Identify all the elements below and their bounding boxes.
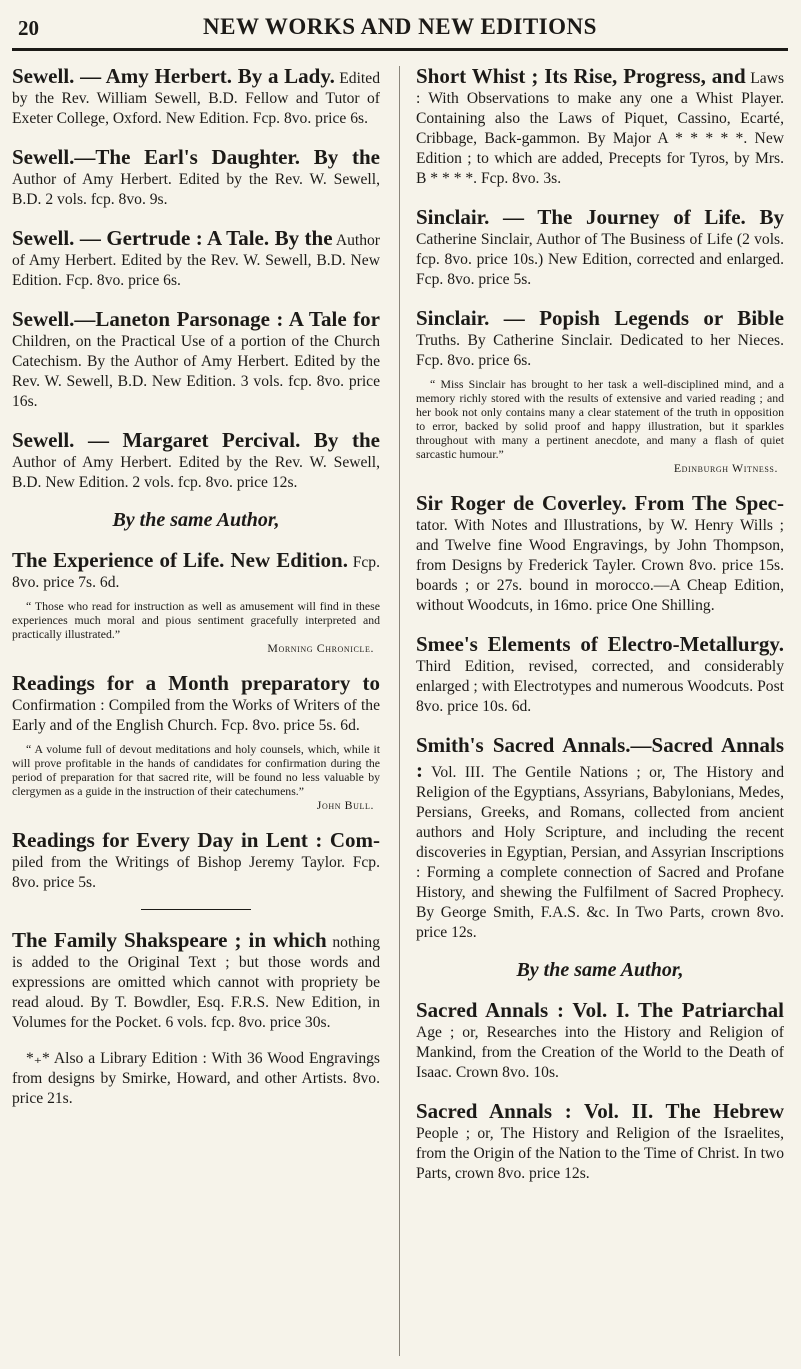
- book-entry: [416, 998, 784, 1083]
- quote-source: John Bull.: [316, 798, 374, 812]
- entry-heading: Sacred Annals : Vol. II. The Hebrew: [416, 1099, 784, 1123]
- page-header: [12, 12, 788, 52]
- entry-body: Age ; or, Researches into the History and Religion of Mankind, from the Creation of the World to the Death of Isaac. Crown 8vo. 10s.: [416, 1024, 784, 1081]
- entry-body: Edited by the Rev. William Sewell, B.D. Fellow and Tutor of Exeter College, Oxford. New Edition. Fcp. 8vo. price 6s.: [12, 70, 380, 127]
- book-entry: [12, 671, 380, 812]
- book-entry: [12, 145, 380, 210]
- entry-body: Author of Amy Herbert. Edited by the Rev. W. Sewell, B.D. New Edition. 2 vols. fcp. 8vo. price 12s.: [12, 454, 380, 491]
- left-column: [12, 64, 380, 1125]
- book-entry: [416, 491, 784, 616]
- review-quote: [12, 599, 380, 655]
- book-entry: [12, 226, 380, 291]
- entry-body: Author of Amy Herbert. Edited by the Rev. W. Sewell, B.D. New Edition. Fcp. 8vo. price 6s.: [12, 232, 380, 289]
- header-rule: [12, 48, 788, 51]
- entry-body: Confirmation : Compiled from the Works of Writers of the Early and of the English Church. Fcp. 8vo. price 5s. 6d.: [12, 697, 380, 734]
- quote-source: Edinburgh Witness.: [673, 461, 778, 475]
- entry-heading: Sir Roger de Coverley. From The Spec-: [416, 491, 784, 515]
- book-entry: [416, 1099, 784, 1184]
- entry-body: nothing is added to the Original Text ; but those words and expressions are omitted which cannot with propriety be read aloud. By T. Bowdler, Esq. F.R.S. New Edition, in Volumes for the Pocket. 6 vols. fcp. 8vo. price 30s.: [12, 934, 380, 1031]
- entry-body: *₊* Also a Library Edition : With 36 Wood Engravings from designs by Smirke, Howard, and other Artists. 8vo. price 21s.: [12, 1050, 380, 1107]
- entry-heading: Readings for a Month preparatory to: [12, 671, 380, 695]
- running-title: NEW WORKS AND NEW EDITIONS: [203, 14, 597, 39]
- review-quote: [416, 377, 784, 475]
- entry-heading: Sinclair. — The Journey of Life. By: [416, 205, 784, 229]
- book-entry: [12, 64, 380, 129]
- entry-body: piled from the Writings of Bishop Jeremy Taylor. Fcp. 8vo. price 5s.: [12, 854, 380, 891]
- book-entry: [12, 307, 380, 412]
- book-entry: [416, 306, 784, 475]
- column-divider: [399, 66, 400, 1356]
- section-separator: [141, 909, 251, 910]
- right-column: [416, 64, 784, 1200]
- book-entry: [12, 428, 380, 493]
- entry-heading: Sinclair. — Popish Legends or Bible: [416, 306, 784, 330]
- book-entry: [416, 64, 784, 189]
- same-author-subheading: By the same Author,: [112, 509, 280, 531]
- entry-heading: Short Whist ; Its Rise, Progress, and: [416, 64, 746, 88]
- entry-body: tator. With Notes and Illustrations, by W. Henry Wills ; and Twelve fine Wood Engravings, by John Thompson, from Designs by Frederick Tayler. Crown 8vo. price 15s. boards ; or 27s. bound in morocco.—A Cheap Edition, without Woodcuts, in 16mo. price One Shilling.: [416, 517, 784, 614]
- entry-heading: Sewell. — Gertrude : A Tale. By the: [12, 226, 333, 250]
- entry-heading: Sewell. — Amy Herbert. By a Lady.: [12, 64, 335, 88]
- page-number: 20: [18, 16, 39, 40]
- book-entry: [12, 828, 380, 893]
- book-entry: [416, 205, 784, 290]
- entry-heading: The Experience of Life. New Edition.: [12, 548, 348, 572]
- quote-text: “ Those who read for instruction as well as amusement will find in these experiences much moral and pious sentiment gracefully interpreted and practically illustrated.”: [12, 599, 380, 641]
- book-entry: [12, 1049, 380, 1109]
- entry-heading: Sewell. — Margaret Percival. By the: [12, 428, 380, 452]
- quote-text: “ A volume full of devout meditations and holy counsels, which, while it will prove profitable in the hands of candidates for confirmation during the period of preparation for that sacred rite, will be found no less valuable by clergymen as a guide in the instruction of their catechumens.”: [12, 742, 380, 798]
- entry-heading: Sewell.—Laneton Parsonage : A Tale for: [12, 307, 380, 331]
- book-entry: [12, 928, 380, 1033]
- entry-heading: Smith's Sacred Annals.—Sacred Annals :: [416, 733, 784, 782]
- entry-body: Laws : With Observations to make any one a Whist Player. Containing also the Laws of Piquet, Cassino, Ecarté, Cribbage, Back-gammon. By Major A * * * * *. New Edition ; to which are added, Precepts for Tyros, by Mrs. B * * * *. Fcp. 8vo. 3s.: [416, 70, 785, 187]
- entry-body: Third Edition, revised, corrected, and considerably enlarged ; with Electrotypes and numerous Woodcuts. Post 8vo. price 10s. 6d.: [416, 658, 784, 715]
- entry-body: Catherine Sinclair, Author of The Business of Life (2 vols. fcp. 8vo. price 10s.) New Edition, corrected and enlarged. Fcp. 8vo. price 5s.: [416, 231, 784, 288]
- review-quote: [12, 742, 380, 812]
- entry-heading: The Family Shakspeare ; in which: [12, 928, 327, 952]
- book-entry: [416, 733, 784, 943]
- entry-body: Author of Amy Herbert. Edited by the Rev. W. Sewell, B.D. 2 vols. fcp. 8vo. 9s.: [12, 171, 380, 208]
- entry-body: People ; or, The History and Religion of the Israelites, from the Origin of the Nation to the Time of Christ. In two Parts, crown 8vo. price 12s.: [416, 1125, 784, 1182]
- entry-body: Fcp. 8vo. price 7s. 6d.: [12, 554, 380, 591]
- same-author-subheading: By the same Author,: [516, 959, 684, 981]
- entry-body: Truths. By Catherine Sinclair. Dedicated to her Nieces. Fcp. 8vo. price 6s.: [416, 332, 784, 369]
- entry-body: Vol. III. The Gentile Nations ; or, The History and Religion of the Egyptians, Assyrians, Babylonians, Medes, Persians, Greeks, and Romans, collected from ancient authors and Holy Scripture, and including the recent discoveries in Egyptian, Persian, and Assyrian Inscriptions : Forming a complete connection of Sacred and Profane History, and shewing the Fulfilment of Sacred Prophecy. By George Smith, F.A.S. &c. In Two Parts, crown 8vo. price 12s.: [416, 764, 784, 941]
- entry-heading: Readings for Every Day in Lent : Com-: [12, 828, 380, 852]
- book-entry: [416, 632, 784, 717]
- book-entry: [12, 548, 380, 655]
- entry-heading: Sewell.—The Earl's Daughter. By the: [12, 145, 380, 169]
- entry-heading: Sacred Annals : Vol. I. The Patriarchal: [416, 998, 784, 1022]
- entry-body: Children, on the Practical Use of a portion of the Church Catechism. By the Author of Amy Herbert. Edited by the Rev. W. Sewell, B.D. New Edition. 3 vols. fcp. 8vo. price 16s.: [12, 333, 380, 410]
- quote-text: “ Miss Sinclair has brought to her task a well-disciplined mind, and a memory richly stored with the results of extensive and varied reading ; and her book not only contains many a clear statement of the truth in opposition to error, backed by solid proof and happy illustration, but it sparkles throughout with many a pertinent anecdote, and many a flash of quiet sarcastic humour.”: [416, 377, 784, 461]
- quote-source: Morning Chronicle.: [267, 641, 374, 655]
- entry-heading: Smee's Elements of Electro-Metallurgy.: [416, 632, 784, 656]
